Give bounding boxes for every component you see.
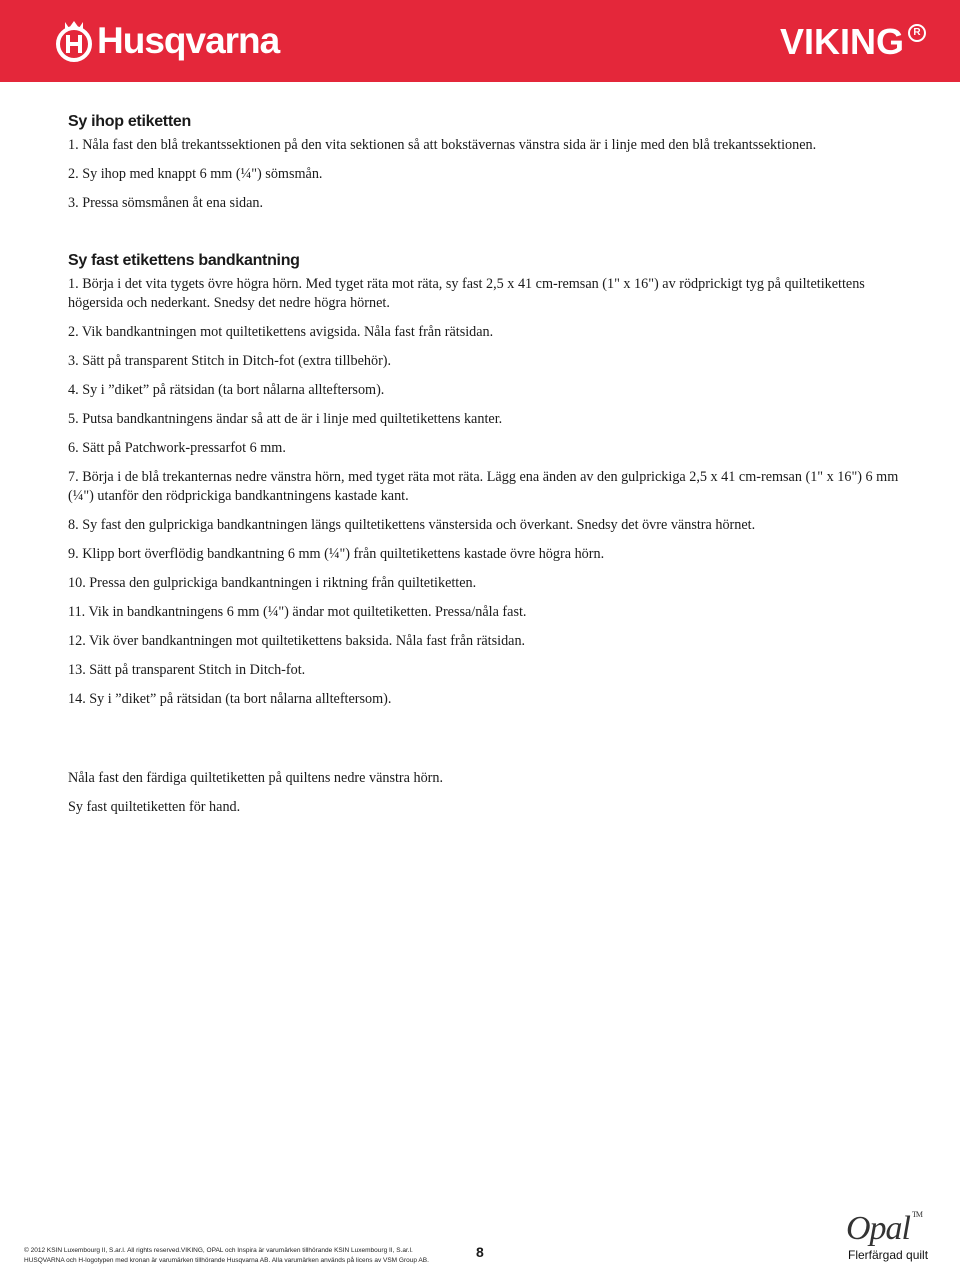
step-item: 12. Vik över bandkantningen mot quiltetikettens baksida. Nåla fast från rätsidan. — [68, 633, 526, 649]
registered-mark: R — [908, 24, 926, 42]
section-sy-ihop — [68, 112, 908, 213]
step-item: 7. Börja i de blå trekanternas nedre vänstra hörn, med tyget räta mot räta. Lägg ena änden av den gulprickiga 2,5 x 41 cm-remsan (1" x 16") 6 mm (¼") utanför den rödprickiga bandkantningens kastade kant. — [68, 469, 899, 504]
step-item: 10. Pressa den gulprickiga bandkantningen i riktning från quiltetiketten. — [68, 575, 477, 591]
step-item: 13. Sätt på transparent Stitch in Ditch-fot. — [68, 662, 306, 678]
opal-logo — [846, 1210, 922, 1248]
final-line: Nåla fast den färdiga quiltetiketten på quiltens nedre vänstra hörn. — [68, 770, 444, 786]
crown-h-icon — [55, 18, 93, 64]
trademark-mark: TM — [912, 1210, 922, 1219]
footer-legal — [24, 1246, 429, 1266]
product-name: Flerfärgad quilt — [848, 1248, 929, 1262]
step-item: 3. Sätt på transparent Stitch in Ditch-fot (extra tillbehör). — [68, 353, 392, 369]
step-item: 1. Börja i det vita tygets övre högra hörn. Med tyget räta mot räta, sy fast 2,5 x 41 cm-remsan (1" x 16") av rödprickigt tyg på quiltetikettens högersida och nederkant. Snedsy det nedre högra hörnet. — [68, 276, 865, 311]
legal-line: © 2012 KSIN Luxembourg II, S.ar.l. All rights reserved.VIKING, OPAL och Inspira är varumärken tillhörande KSIN Luxembourg II, S.ar.l. — [24, 1247, 413, 1254]
step-item: 9. Klipp bort överflödig bandkantning 6 mm (¼") från quiltetikettens kastade övre högra hörn. — [68, 546, 605, 562]
step-item: 2. Vik bandkantningen mot quiltetikettens avigsida. Nåla fast från rätsidan. — [68, 324, 494, 340]
step-item: 1. Nåla fast den blå trekantssektionen på den vita sektionen så att bokstävernas vänstra sida är i linje med den blå trekantssektionen. — [68, 137, 817, 153]
document-body — [68, 112, 908, 827]
step-item: 11. Vik in bandkantningens 6 mm (¼") ändar mot quiltetiketten. Pressa/nåla fast. — [68, 604, 527, 620]
section-heading: Sy fast etikettens bandkantning — [68, 252, 300, 269]
husqvarna-logo — [55, 18, 279, 64]
step-item: 2. Sy ihop med knappt 6 mm (¼") sömsmån. — [68, 166, 323, 182]
brand-husqvarna: Husqvarna — [97, 20, 280, 61]
header-bar — [0, 0, 960, 82]
step-item: 4. Sy i ”diket” på rätsidan (ta bort nålarna allteftersom). — [68, 382, 385, 398]
brand-viking: VIKING — [779, 21, 904, 62]
page-number: 8 — [476, 1244, 484, 1260]
step-item: 3. Pressa sömsmånen åt ena sidan. — [68, 195, 264, 211]
section-heading: Sy ihop etiketten — [68, 113, 191, 130]
step-item: 6. Sätt på Patchwork-pressarfot 6 mm. — [68, 440, 286, 456]
viking-logo — [780, 22, 926, 62]
final-line: Sy fast quiltetiketten för hand. — [68, 799, 241, 815]
step-item: 14. Sy i ”diket” på rätsidan (ta bort nålarna allteftersom). — [68, 691, 392, 707]
step-item: 5. Putsa bandkantningens ändar så att de är i linje med quiltetikettens kanter. — [68, 411, 503, 427]
legal-line: HUSQVARNA och H-logotypen med kronan är varumärken tillhörande Husqvarna AB. Alla varumärken används på licens av VSM Group AB. — [24, 1257, 429, 1264]
final-instructions — [68, 769, 908, 817]
opal-wordmark: Opal — [846, 1210, 910, 1247]
section-bandkantning — [68, 251, 908, 709]
step-item: 8. Sy fast den gulprickiga bandkantningen längs quiltetikettens vänstersida och överkant. Snedsy det övre vänstra hörnet. — [68, 517, 756, 533]
